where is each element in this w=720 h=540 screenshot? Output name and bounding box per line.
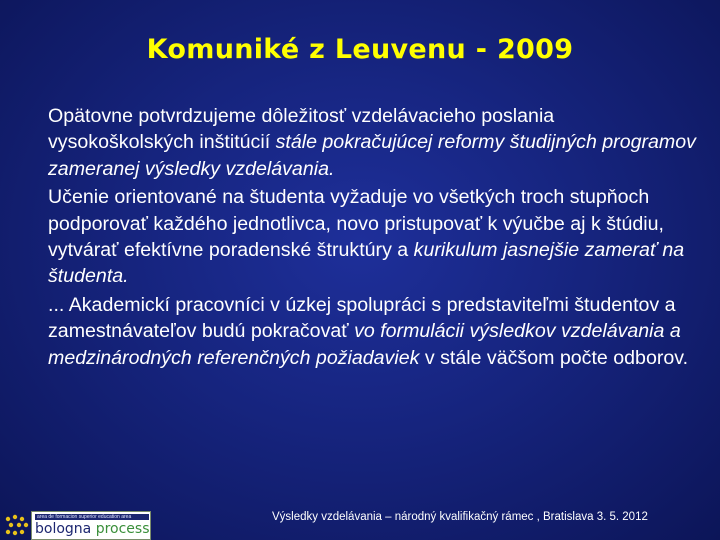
paragraph-1 [48,103,698,182]
paragraph-2-emphasis: kurikulum jasnejšie zamerať na študenta. [48,239,685,288]
paragraph-3-text-end: v stále väčšom počte odborov. [419,346,689,369]
logo-tagline: area de formacion superior education area [35,514,149,520]
paragraph-2-text: Učenie orientované na študenta vyžaduje vo všetkých troch stupňoch podporovať každého jednotlivca, novo pristupovať k výučbe aj k štúdiu, vytvárať efektívne poradenské štruktúry a [48,186,664,262]
logo-word-bologna: bologna [35,521,92,537]
logo-wordmark [35,521,150,538]
paragraph-1-text: Opätovne potvrdzujeme dôležitosť vzdelávacieho poslania vysokoškolských inštitúcií [48,105,555,154]
slide-title: Komuniké z Leuvenu - 2009 [146,34,574,65]
slide-footer: Výsledky vzdelávania – národný kvalifikačný rámec , Bratislava 3. 5. 2012 [272,511,648,523]
paragraph-1-emphasis: stále pokračujúcej reformy študijných programov zameranej výsledky vzdelávania. [48,131,696,180]
stars-icon [4,514,30,540]
slide-body [48,103,698,373]
logo-word-process: process [95,521,150,537]
paragraph-2 [48,184,698,290]
paragraph-3 [48,292,698,371]
logo-box [31,511,151,540]
paragraph-3-emphasis: vo formulácii výsledkov vzdelávania a medzinárodných referenčných požiadaviek [48,320,681,369]
bologna-process-logo [0,508,152,540]
paragraph-3-text: ... Akademickí pracovníci v úzkej spolupráci s predstaviteľmi študentov a zamestnávateľov budú pokračovať [48,293,676,343]
